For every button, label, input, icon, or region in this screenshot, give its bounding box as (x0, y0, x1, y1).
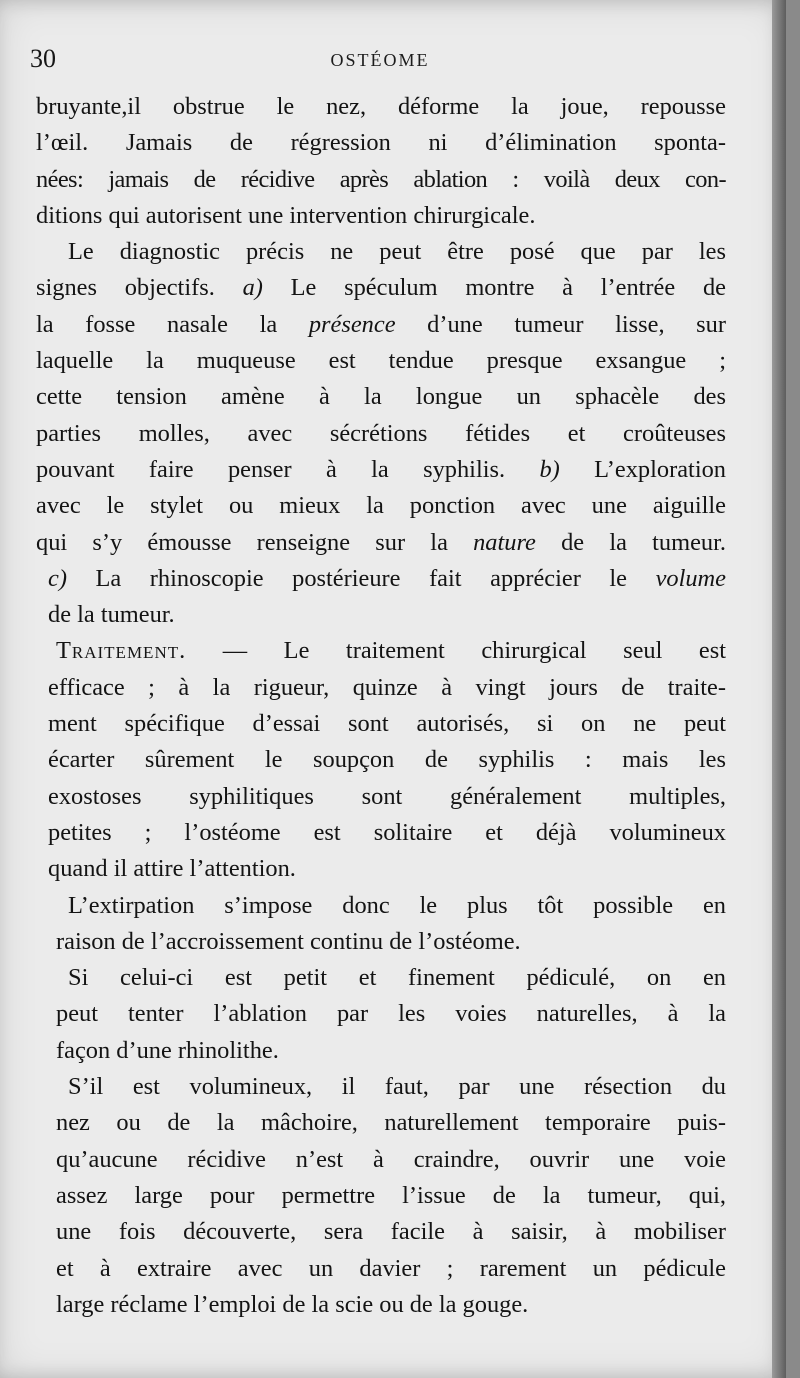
text-line: qu’aucune récidive n’est à craindre, ouvrir une voie (56, 1145, 726, 1173)
text-line: ment spécifique d’essai sont autorisés, si on ne peut (48, 710, 726, 738)
running-head: OSTÉOME (330, 50, 430, 70)
text-line: signes objectifs. a) Le spéculum montre à l’entrée de (36, 274, 726, 302)
text-line: ditions qui autorisent une intervention chirurgicale. (36, 201, 536, 229)
text-line: l’œil. Jamais de régression ni d’élimination sponta- (36, 129, 726, 157)
text-line: exostoses syphilitiques sont généralement multiples, (48, 782, 726, 810)
text-line: nez ou de la mâchoire, naturellement temporaire puis- (56, 1109, 726, 1137)
page-edge-shadow (772, 0, 786, 1378)
text-line: et à extraire avec un davier ; rarement un pédicule (56, 1254, 726, 1282)
text-line: S’il est volumineux, il faut, par une résection du (68, 1073, 726, 1101)
text-line: qui s’y émousse renseigne sur la nature de la tumeur. (36, 528, 726, 556)
page-number: 30 (30, 44, 56, 73)
text-line: assez large pour permettre l’issue de la tumeur, qui, (56, 1181, 726, 1209)
text-line: de la tumeur. (48, 601, 175, 629)
text-line: efficace ; à la rigueur, quinze à vingt jours de traite- (48, 673, 726, 701)
text-line: bruyante,il obstrue le nez, déforme la joue, repousse (36, 93, 726, 120)
text-line: quand il attire l’attention. (48, 855, 296, 883)
text-line: raison de l’accroissement continu de l’ostéome. (56, 927, 521, 955)
section-heading-traitement: Traitement. (56, 637, 187, 665)
text-line: laquelle la muqueuse est tendue presque exsangue ; (36, 347, 726, 375)
text-line: Si celui-ci est petit et finement pédiculé, on en (68, 964, 726, 992)
text-line: avec le stylet ou mieux la ponction avec une aiguille (36, 492, 726, 520)
text-line: c) La rhinoscopie postérieure fait apprécier le volume (48, 564, 726, 592)
text-line: écarter sûrement le soupçon de syphilis : mais les (48, 746, 726, 774)
text-line: cette tension amène à la longue un sphacèle des (36, 383, 726, 411)
text-line: parties molles, avec sécrétions fétides et croûteuses (36, 419, 726, 447)
text-line: petites ; l’ostéome est solitaire et déjà volumineux (48, 818, 726, 846)
text-line: façon d’une rhinolithe. (56, 1036, 279, 1064)
text-line: la fosse nasale la présence d’une tumeur lisse, sur (36, 310, 726, 338)
text-line: L’extirpation s’impose donc le plus tôt possible en (68, 891, 726, 919)
page-header (30, 44, 730, 84)
text-line: Le diagnostic précis ne peut être posé que par les (68, 238, 726, 266)
text-line: large réclame l’emploi de la scie ou de la gouge. (56, 1290, 529, 1318)
text-line: Traitement. — Le traitement chirurgical seul est (56, 637, 726, 665)
text-line: une fois découverte, sera facile à saisir, à mobiliser (56, 1218, 726, 1246)
text-line: nées: jamais de récidive après ablation : voilà deux con- (36, 165, 726, 193)
text-line: pouvant faire penser à la syphilis. b) L’exploration (36, 455, 726, 483)
body-text (36, 89, 726, 1323)
text-line: peut tenter l’ablation par les voies naturelles, à la (56, 1000, 726, 1028)
